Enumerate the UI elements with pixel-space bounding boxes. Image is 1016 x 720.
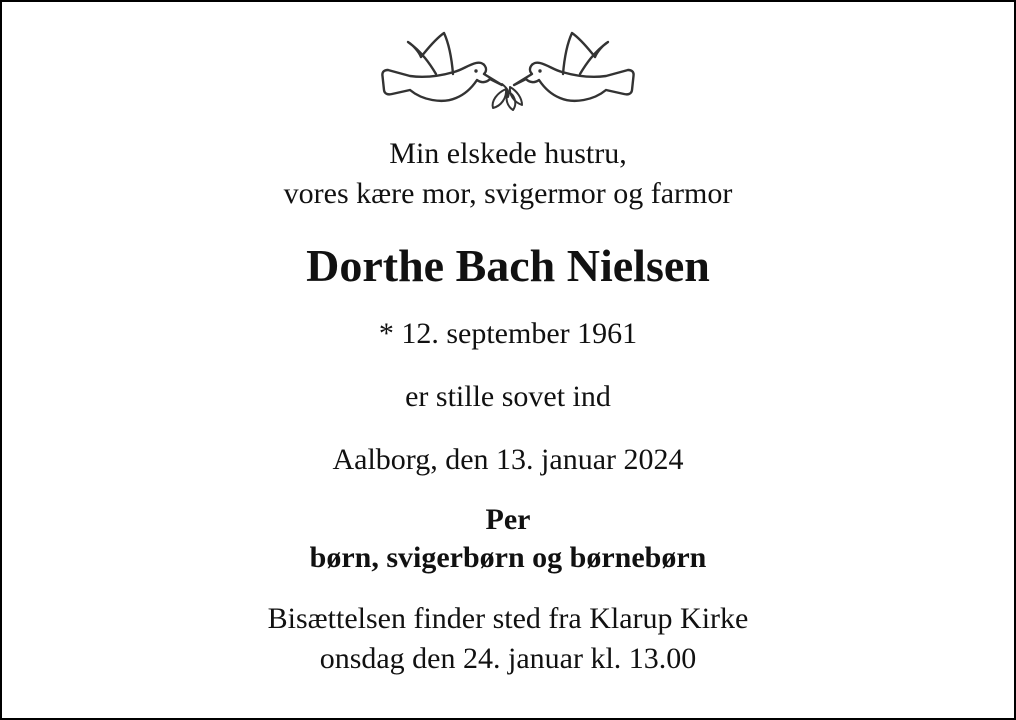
right-dove (514, 33, 634, 101)
intro-line-1: Min elskede hustru, (389, 137, 627, 170)
mourners-line-1: Per (485, 503, 531, 536)
ceremony-line-2: onsdag den 24. januar kl. 13.00 (319, 642, 697, 675)
passing-line: er stille sovet ind (405, 380, 611, 413)
ceremony-line-1: Bisættelsen finder sted fra Klarup Kirke (267, 602, 749, 635)
deceased-name: Dorthe Bach Nielsen (306, 240, 710, 291)
left-dove (382, 33, 502, 101)
ceremony-lines (268, 599, 749, 679)
intro-lines (284, 134, 733, 214)
olive-branch (493, 84, 522, 110)
mourners-line-2: børn, svigerbørn og børnebørn (309, 541, 707, 574)
place-date-line: Aalborg, den 13. januar 2024 (332, 443, 684, 476)
birth-date-line: * 12. september 1961 (378, 317, 638, 350)
mourners-lines (310, 501, 707, 577)
doves-olive-branch-icon (380, 28, 636, 112)
intro-line-2: vores kære mor, svigermor og farmor (283, 177, 733, 210)
